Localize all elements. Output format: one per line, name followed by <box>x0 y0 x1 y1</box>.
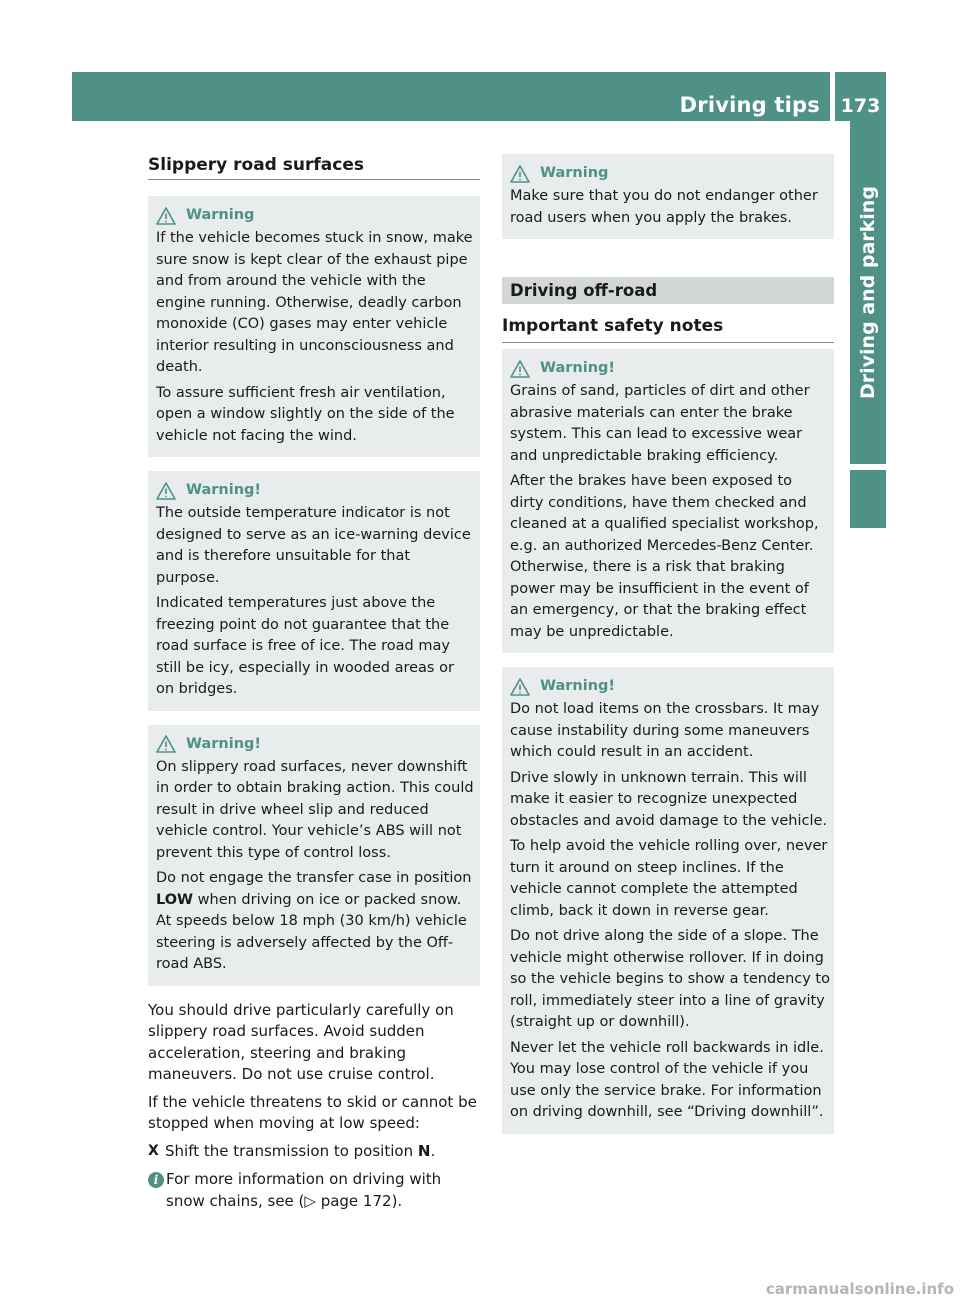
warning-text <box>156 868 476 976</box>
warning-text: To assure sufficient fresh air ventilation, open a window slightly on the side of the vehicle not facing the wind. <box>156 384 455 444</box>
body-paragraph: You should drive particularly carefully on slippery road surfaces. Avoid sudden acceleration, steering and braking maneuvers. Do not use cruise control. <box>148 1000 454 1083</box>
warning-text: Do not load items on the crossbars. It may cause instability during some maneuvers which could result in an accident. <box>510 701 820 760</box>
warning-text: Grains of sand, particles of dirt and other abrasive materials can enter the brake system. This can lead to excessive wear and unpredictable braking efficiency. <box>510 383 810 464</box>
side-tab-label: Driving and parking <box>857 186 879 399</box>
body-paragraph: If the vehicle threatens to skid or cannot be stopped when moving at low speed: <box>148 1092 477 1132</box>
right-column <box>502 150 834 1148</box>
step-marker-icon: X <box>148 1142 159 1159</box>
warning-triangle-icon <box>510 165 530 183</box>
warning-text: To help avoid the vehicle rolling over, never turn it around on steep inclines. If the vehicle cannot complete the attempted climb, back it down in reverse gear. <box>510 838 828 919</box>
side-tab <box>850 121 886 464</box>
warning-text: Drive slowly in unknown terrain. This will make it easier to recognize unexpected obstacles and avoid damage to the vehicle. <box>510 769 828 829</box>
warning-box <box>148 196 480 457</box>
warning-triangle-icon <box>156 482 176 500</box>
info-text: For more information on driving with snow chains, see (▷ page 172). <box>166 1170 442 1210</box>
warning-header <box>156 205 476 226</box>
warning-text: If the vehicle becomes stuck in snow, make sure snow is kept clear of the exhaust pipe and from around the vehicle with the engine running. Otherwise, deadly carbon monoxide (CO) gases may enter vehicle interior resulting in unconsciousness and death. <box>156 230 473 375</box>
warning-text: Indicated temperatures just above the freezing point do not guarantee that the road surface is free of ice. The road may still be icy, especially in wooded areas or on bridges. <box>156 595 454 697</box>
warning-box <box>502 154 834 239</box>
warning-title: Warning <box>186 207 255 223</box>
info-icon: i <box>148 1172 164 1188</box>
step-text-end: . <box>430 1141 436 1160</box>
page-number-box <box>835 72 886 121</box>
page-number: 173 <box>840 95 881 117</box>
watermark-text: carmanualsonline.info <box>765 1280 954 1298</box>
warning-header <box>510 358 830 379</box>
step-text-part: Shift the transmission to position <box>165 1141 414 1160</box>
position-label-low: LOW <box>156 891 194 908</box>
header-title: Driving tips <box>679 93 820 117</box>
warning-box <box>502 349 834 653</box>
warning-header <box>510 163 830 184</box>
info-note <box>148 1169 480 1212</box>
section-band-driving-off-road: Driving off-road <box>502 277 834 304</box>
warning-box <box>502 667 834 1134</box>
warning-text: The outside temperature indicator is not designed to serve as an ice-warning device and is therefore unsuitable for that purpose. <box>156 505 471 586</box>
section-heading-slippery: Slippery road surfaces <box>148 153 480 180</box>
instruction-step <box>148 1141 480 1163</box>
warning-header <box>156 480 476 501</box>
subheading-safety-notes: Important safety notes <box>502 314 834 343</box>
warning-triangle-icon <box>510 678 530 696</box>
warning-text-part: Do not engage the transfer case in position <box>156 870 472 886</box>
warning-triangle-icon <box>510 360 530 378</box>
warning-title: Warning! <box>540 678 616 694</box>
warning-text: On slippery road surfaces, never downshift in order to obtain braking action. This could result in drive wheel slip and reduced vehicle control. Your vehicle’s ABS will not prevent this type of control loss. <box>156 758 474 861</box>
warning-header <box>156 734 476 755</box>
header-bar <box>72 72 830 121</box>
warning-title: Warning! <box>186 482 262 498</box>
warning-box <box>148 471 480 711</box>
warning-box <box>148 725 480 986</box>
warning-title: Warning <box>540 165 609 181</box>
left-column <box>148 150 480 1212</box>
warning-text: Make sure that you do not endanger other road users when you apply the brakes. <box>510 188 818 226</box>
warning-title: Warning! <box>540 360 616 376</box>
warning-text: Never let the vehicle roll backwards in idle. You may lose control of the vehicle if you use only the service brake. For information on driving downhill, see “Driving downhill”. <box>510 1039 824 1120</box>
warning-text: After the brakes have been exposed to dirty conditions, have them checked and cleaned at a qualified specialist workshop, e.g. an authorized Mercedes-Benz Center. Otherwise, there is a risk that braking power may be insufficient in the event of an emergency, or that the braking effect may be unpredictable. <box>510 473 819 640</box>
warning-text: Do not drive along the side of a slope. The vehicle might otherwise rollover. If in doing so the vehicle begins to show a tendency to roll, immediately steer into a line of gravity (straight up or downhill). <box>510 928 830 1030</box>
position-label-n: N <box>417 1141 431 1160</box>
side-tab-marker <box>850 470 886 528</box>
warning-text-part: when driving on ice or packed snow. At speeds below 18 mph (30 km/h) vehicle steering is adversely affected by the Off-road ABS. <box>156 891 467 972</box>
step-text <box>165 1141 435 1163</box>
warning-title: Warning! <box>186 735 262 752</box>
warning-triangle-icon <box>156 207 176 225</box>
warning-triangle-icon <box>156 735 176 753</box>
warning-header <box>510 676 830 697</box>
